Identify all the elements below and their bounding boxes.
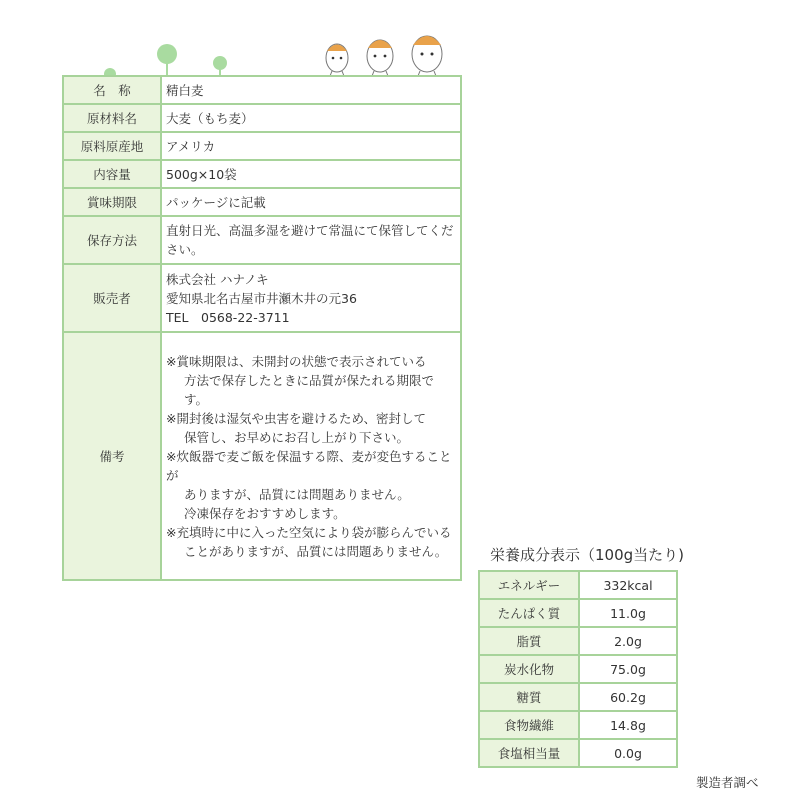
seller-address: 愛知県北名古屋市井瀬木井の元36 bbox=[166, 290, 357, 306]
nutrient-label: 糖質 bbox=[479, 683, 579, 711]
table-row bbox=[63, 132, 461, 160]
row-value: 直射日光、高温多湿を避けて常温にて保管してください。 bbox=[161, 216, 461, 264]
tree-icon bbox=[213, 56, 227, 76]
table-row bbox=[63, 188, 461, 216]
row-value: 大麦（もち麦） bbox=[161, 104, 461, 132]
nutrient-label: エネルギー bbox=[479, 571, 579, 599]
seller-phone: TEL 0568-22-3711 bbox=[166, 309, 290, 325]
row-value: 精白麦 bbox=[161, 76, 461, 104]
table-row bbox=[63, 76, 461, 104]
mascot-icon bbox=[412, 36, 442, 76]
table-row bbox=[63, 332, 461, 580]
table-row bbox=[479, 599, 677, 627]
nutrition-title: 栄養成分表示（100g当たり) bbox=[490, 546, 685, 564]
nutrient-value: 14.8g bbox=[579, 711, 677, 739]
table-row bbox=[479, 683, 677, 711]
row-label: 原料原産地 bbox=[63, 132, 161, 160]
table-row bbox=[479, 739, 677, 767]
nutrient-value: 11.0g bbox=[579, 599, 677, 627]
table-row bbox=[479, 655, 677, 683]
nutrient-value: 2.0g bbox=[579, 627, 677, 655]
row-label: 原材料名 bbox=[63, 104, 161, 132]
note-line: 冷凍保存をおすすめします。 bbox=[184, 505, 346, 521]
table-row bbox=[63, 104, 461, 132]
tree-icon bbox=[157, 44, 177, 76]
nutrient-label: 食物繊維 bbox=[479, 711, 579, 739]
nutrient-label: 食塩相当量 bbox=[479, 739, 579, 767]
nutrient-value: 75.0g bbox=[579, 655, 677, 683]
note-line: 保管し、お早めにお召し上がり下さい。 bbox=[184, 429, 410, 445]
table-row bbox=[63, 160, 461, 188]
row-value: 500g×10袋 bbox=[161, 160, 461, 188]
nutrient-value: 60.2g bbox=[579, 683, 677, 711]
note-line: ありますが、品質には問題ありません。 bbox=[184, 486, 410, 502]
mascot-icon bbox=[326, 44, 348, 76]
product-info-table bbox=[62, 75, 462, 581]
table-row bbox=[479, 571, 677, 599]
row-label: 備考 bbox=[63, 332, 161, 580]
table-row bbox=[479, 627, 677, 655]
note-line: 方法で保存したときに品質が保たれる期限です。 bbox=[184, 372, 435, 407]
nutrient-value: 332kcal bbox=[579, 571, 677, 599]
source-note: 製造者調べ bbox=[696, 775, 759, 790]
row-value bbox=[161, 332, 461, 580]
table-row bbox=[479, 711, 677, 739]
note-line: ※開封後は湿気や虫害を避けるため、密封して bbox=[166, 410, 426, 426]
note-line: ※充填時に中に入った空気により袋が膨らんでいる bbox=[166, 524, 452, 540]
nutrition-table bbox=[478, 570, 678, 768]
seller-name: 株式会社 ハナノキ bbox=[166, 271, 269, 287]
nutrient-label: 炭水化物 bbox=[479, 655, 579, 683]
note-line: ※炊飯器で麦ご飯を保温する際、麦が変色することが bbox=[166, 448, 452, 483]
row-label: 保存方法 bbox=[63, 216, 161, 264]
mascot-icon bbox=[367, 40, 393, 76]
row-label: 賞味期限 bbox=[63, 188, 161, 216]
table-row bbox=[63, 216, 461, 264]
nutrient-label: たんぱく質 bbox=[479, 599, 579, 627]
row-label: 内容量 bbox=[63, 160, 161, 188]
nutrient-label: 脂質 bbox=[479, 627, 579, 655]
table-row bbox=[63, 264, 461, 332]
nutrient-value: 0.0g bbox=[579, 739, 677, 767]
note-line: ※賞味期限は、未開封の状態で表示されている bbox=[166, 353, 427, 369]
row-label: 販売者 bbox=[63, 264, 161, 332]
row-value: アメリカ bbox=[161, 132, 461, 160]
row-value bbox=[161, 264, 461, 332]
note-line: ことがありますが、品質には問題ありません。 bbox=[184, 543, 448, 559]
header-decoration bbox=[0, 0, 800, 80]
row-value: パッケージに記載 bbox=[161, 188, 461, 216]
row-label: 名 称 bbox=[63, 76, 161, 104]
